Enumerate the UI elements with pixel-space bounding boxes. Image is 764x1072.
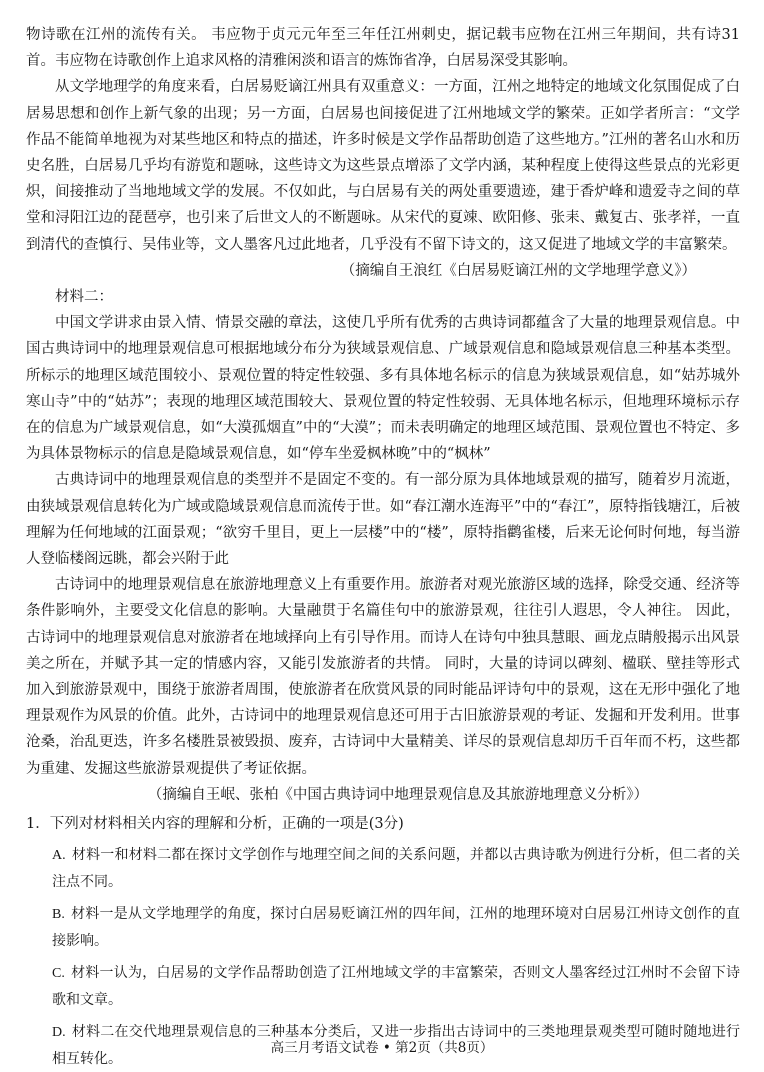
material-two-source: （摘编自王岷、张柏《中国古典诗词中地理景观信息及其旅游地理意义分析》） [147, 786, 649, 803]
option-text: 材料一和材料二都在探讨文学创作与地理空间之间的关系问题，并都以古典诗歌为例进行分析，但二者的关注点不同。 [52, 847, 740, 891]
material-one-paragraph-1: 物诗歌在江州的流传有关。 韦应物于贞元元年至三年任江州刺史，据记载韦应物在江州三年期间，共有诗31首。韦应物在诗歌创作上追求风格的清雅闲淡和语言的炼饰省净，白居易深受其影响。 [26, 27, 740, 70]
material-one-paragraph-2: 从文学地理学的角度来看，白居易贬谪江州具有双重意义：一方面，江州之地特定的地域文化氛围促成了白居易思想和创作上新气象的出现；另一方面，白居易也间接促进了江州地域文学的繁荣。正如学者所言：“文学作品不能简单地视为对某些地区和特点的描述，许多时候是文学作品帮助创造了这些地方。”江州的著名山水和历史名胜，白居易几乎均有游览和题咏，这些诗文为这些景点增添了文学内涵，某种程度上使得这些景点的光彩更炽，间接推动了当地地域文学的发展。不仅如此，与白居易有关的两处重要遗迹，建于香炉峰和遗爱寺之间的草堂和浔阳江边的琵琶亭，也引来了后世文人的不断题咏。从宋代的夏竦、欧阳修、张耒、戴复古、张孝祥，一直到清代的查慎行、吴伟业等，文人墨客凡过此地者，几乎没有不留下诗文的，这又促进了地域文学的丰富繁荣。 [26, 79, 740, 253]
option-letter: D. [52, 1025, 66, 1041]
material-two-heading: 材料二： [55, 289, 113, 306]
material-two-paragraph-1: 中国文学讲求由景入情、情景交融的章法，这使几乎所有优秀的古典诗词都蕴含了大量的地理景观信息。中国古典诗词中的地理景观信息可根据地域分布分为狭域景观信息、广域景观信息和隐域景观信息三种基本类型。所标示的地理区域范围较小、景观位置的特定性较强、多有具体地名标示的信息为狭域景观信息，如“姑苏城外寒山寺”中的“姑苏”；表现的地理区域范围较大、景观位置的特定性较弱、无具体地名标示，但地理环境标示存在的信息为广域景观信息，如“大漠孤烟直”中的“大漠”；而未表明确定的地理区域范围、景观位置也不特定、多为具体景物标示的信息是隐域景观信息，如“停车坐爱枫林晚”中的“枫林” [26, 315, 740, 463]
option-text: 材料二在交代地理景观信息的三种基本分类后，又进一步指出古诗词中的三类地理景观类型可随时随地进行相互转化。 [52, 1024, 740, 1068]
option-letter: A. [52, 848, 66, 864]
page-footer: 高三月考语文试卷 • 第2页（共8页） [270, 1040, 494, 1056]
option-letter: B. [52, 907, 65, 923]
material-two-paragraph-2: 古典诗词中的地理景观信息的类型并不是固定不变的。有一部分原为具体地域景观的描写，随着岁月流逝，由狭域景观信息转化为广域或隐域景观信息而流传于世。如“春江潮水连海平”中的“春江”，原特指钱塘江，后被理解为任何地域的江面景观；“欲穷千里目，更上一层楼”中的“楼”，原特指鹳雀楼，后来无论何时何地，每当游人登临楼阁远眺，都会兴附于此 [26, 472, 740, 568]
option-letter: C. [52, 966, 65, 982]
question-1-option-b[interactable] [52, 901, 740, 954]
question-1-stem: 1．下列对材料相关内容的理解和分析，正确的一项是(3分) [26, 816, 404, 833]
option-text: 材料一是从文学地理学的角度，探讨白居易贬谪江州的四年间，江州的地理环境对白居易江州诗文创作的直接影响。 [52, 906, 740, 950]
option-text: 材料一认为，白居易的文学作品帮助创造了江州地域文学的丰富繁荣，否则文人墨客经过江州时不会留下诗歌和文章。 [52, 965, 740, 1009]
question-1-option-a[interactable] [52, 842, 740, 895]
material-two-paragraph-3: 古诗词中的地理景观信息在旅游地理意义上有重要作用。旅游者对观光旅游区域的选择，除受交通、经济等条件影响外，主要受文化信息的影响。大量融贯于名篇佳句中的旅游景观，往往引人遐思，令人神往。 因此，古诗词中的地理景观信息对旅游者在地域择向上有引导作用。而诗人在诗句中独具慧眼、画龙点睛般揭示出风景美之所在，并赋予其一定的情感内容，又能引发旅游者的共情。 同时，大量的诗词以碑刻、楹联、壁挂等形式加入到旅游景观中，围绕于旅游者周围，使旅游者在欣赏风景的同时能品评诗句中的景观，这在无形中强化了地理景观作为风景的价值。此外，古诗词中的地理景观信息还可用于古旧旅游景观的考证、发掘和开发利用。世事沧桑，治乱更迭，许多名楼胜景被毁损、废弃，古诗词中大量精美、详尽的景观信息却历千百年而不朽，这些都为重建、发掘这些旅游景观提供了考证依据。 [26, 577, 740, 777]
question-1-option-c[interactable] [52, 960, 740, 1013]
material-one-source: （摘编自王浪红《白居易贬谪江州的文学地理学意义》） [340, 262, 696, 279]
